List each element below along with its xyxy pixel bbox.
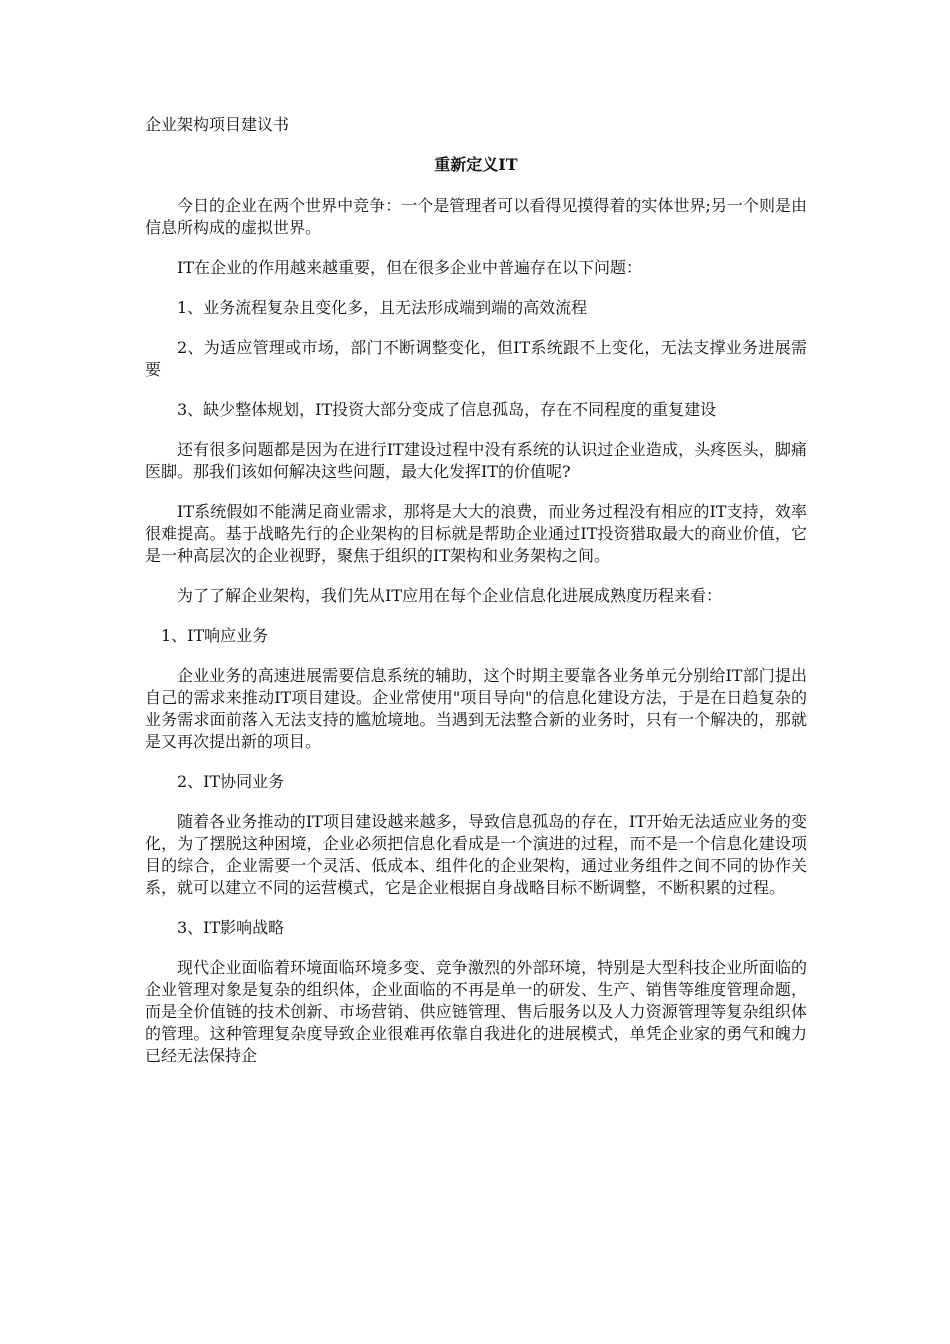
problem-item-3: 3、缺少整体规划，IT投资大部分变成了信息孤岛，存在不同程度的重复建设 (177, 400, 717, 419)
paragraph-more-problems: 还有很多问题都是因为在进行IT建设过程中没有系统的认识过企业造成，头疼医头，脚痛医脚。那我们该如何解决这些问题，最大化发挥IT的价值呢? (145, 440, 807, 481)
stage-2-heading: 2、IT协同业务 (177, 772, 285, 791)
stage-3-text: 现代企业面临着环境面临环境多变、竞争激烈的外部环境，特别是大型科技企业所面临的企业管理对象是复杂的组织体，企业面临的不再是单一的研发、生产、销售等维度管理命题，而是全价值链的技术创新、市场营销、供应链管理、售后服务以及人力资源管理等复杂组织体的管理。这种管理复杂度导致企业很难再依靠自我进化的进展模式，单凭企业家的勇气和魄力已经无法保持企 (145, 958, 807, 1065)
stage-2-text: 随着各业务推动的IT项目建设越来越多，导致信息孤岛的存在，IT开始无法适应业务的变化，为了摆脱这种困境，企业必须把信息化看成是一个演进的过程，而不是一个信息化建设项目的综合，企业需要一个灵活、低成本、组件化的企业架构，通过业务组件之间不同的协作关系，就可以建立不同的运营模式，它是企业根据自身战略目标不断调整，不断积累的过程。 (145, 812, 807, 897)
stage-3-heading: 3、IT影响战略 (177, 918, 285, 937)
document-title: 企业架构项目建议书 (145, 115, 290, 134)
stage-1-text: 企业业务的高速进展需要信息系统的辅助，这个时期主要靠各业务单元分别给IT部门提出自己的需求来推动IT项目建设。企业常使用"项目导向"的信息化建设方法，于是在日趋复杂的业务需求面前落入无法支持的尴尬境地。当遇到无法整合新的业务时，只有一个解决的，那就是又再次提出新的项目。 (145, 666, 807, 751)
section-title: 重新定义IT (434, 155, 518, 174)
paragraph-maturity: 为了了解企业架构，我们先从IT应用在每个企业信息化进展成熟度历程来看： (177, 586, 722, 605)
problem-item-1: 1、业务流程复杂且变化多，且无法形成端到端的高效流程 (177, 298, 588, 317)
paragraph-intro: 今日的企业在两个世界中竞争：一个是管理者可以看得见摸得着的实体世界;另一个则是由信息所构成的虚拟世界。 (145, 196, 807, 237)
document-page (145, 113, 807, 1085)
paragraph-ea-goal: IT系统假如不能满足商业需求，那将是大大的浪费，而业务过程没有相应的IT支持，效率很难提高。基于战略先行的企业架构的目标就是帮助企业通过IT投资猎取最大的商业价值，它是一种高层次的企业视野，聚焦于组织的IT架构和业务架构之间。 (145, 502, 807, 565)
paragraph-problems: IT在企业的作用越来越重要，但在很多企业中普遍存在以下问题： (177, 258, 642, 277)
problem-item-2: 2、为适应管理或市场，部门不断调整变化，但IT系统跟不上变化，无法支撑业务进展需要 (145, 338, 807, 379)
stage-1-heading: 1、IT响应业务 (161, 626, 269, 645)
